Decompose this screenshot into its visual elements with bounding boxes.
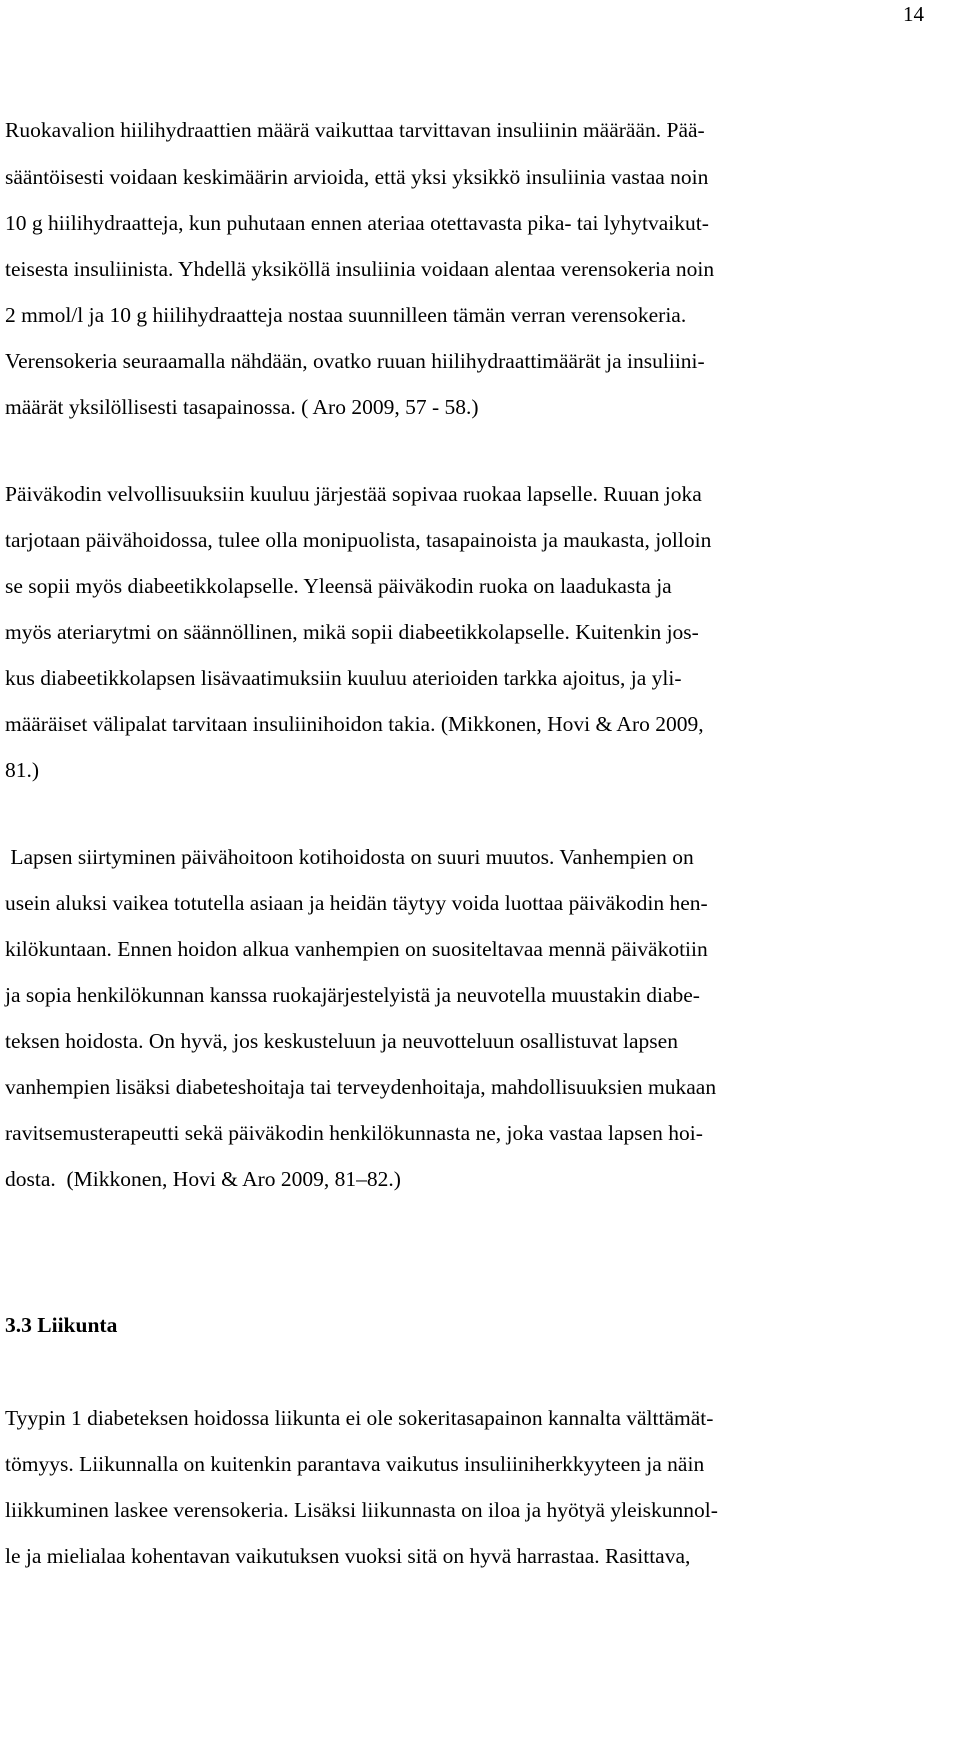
paragraph-2-line-5: kus diabeetikkolapsen lisävaatimuksiin kuuluu aterioiden tarkka ajoitus, ja yli-	[5, 666, 682, 690]
paragraph-4-line-4: le ja mielialaa kohentavan vaikutuksen vuoksi sitä on hyvä harrastaa. Rasittava,	[5, 1544, 691, 1568]
page-number: 14	[903, 2, 924, 26]
paragraph-3-line-5: teksen hoidosta. On hyvä, jos keskusteluun ja neuvotteluun osallistuvat lapsen	[5, 1029, 678, 1053]
paragraph-2-line-1: Päiväkodin velvollisuuksiin kuuluu järjestää sopivaa ruokaa lapselle. Ruuan joka	[5, 482, 702, 506]
paragraph-1-line-2: sääntöisesti voidaan keskimäärin arvioida, että yksi yksikkö insuliinia vastaa noin	[5, 165, 709, 189]
paragraph-3-line-8: dosta. (Mikkonen, Hovi & Aro 2009, 81–82.)	[5, 1167, 401, 1191]
paragraph-3-line-3: kilökuntaan. Ennen hoidon alkua vanhempien on suositeltavaa mennä päiväkotiin	[5, 937, 708, 961]
paragraph-3-line-4: ja sopia henkilökunnan kanssa ruokajärjestelyistä ja neuvotella muustakin diabe-	[5, 983, 700, 1007]
paragraph-3-line-1: Lapsen siirtyminen päivähoitoon kotihoidosta on suuri muutos. Vanhempien on	[5, 845, 694, 869]
paragraph-4-line-3: liikkuminen laskee verensokeria. Lisäksi liikunnasta on iloa ja hyötyä yleiskunnol-	[5, 1498, 718, 1522]
paragraph-3-line-6: vanhempien lisäksi diabeteshoitaja tai terveydenhoitaja, mahdollisuuksien mukaan	[5, 1075, 717, 1099]
paragraph-2-line-3: se sopii myös diabeetikkolapselle. Yleensä päiväkodin ruoka on laadukasta ja	[5, 574, 672, 598]
paragraph-2-line-6: määräiset välipalat tarvitaan insuliinihoidon takia. (Mikkonen, Hovi & Aro 2009,	[5, 712, 704, 736]
section-heading: 3.3 Liikunta	[5, 1313, 118, 1337]
paragraph-1-line-7: määrät yksilöllisesti tasapainossa. ( Aro 2009, 57 - 58.)	[5, 395, 479, 419]
paragraph-2-line-2: tarjotaan päivähoidossa, tulee olla monipuolista, tasapainoista ja maukasta, jolloin	[5, 528, 712, 552]
paragraph-4-line-1: Tyypin 1 diabeteksen hoidossa liikunta ei ole sokeritasapainon kannalta välttämät-	[5, 1406, 714, 1430]
paragraph-2-line-4: myös ateriarytmi on säännöllinen, mikä sopii diabeetikkolapselle. Kuitenkin jos-	[5, 620, 699, 644]
paragraph-3-line-7: ravitsemusterapeutti sekä päiväkodin henkilökunnasta ne, joka vastaa lapsen hoi-	[5, 1121, 703, 1145]
paragraph-1-line-6: Verensokeria seuraamalla nähdään, ovatko ruuan hiilihydraattimäärät ja insuliini-	[5, 349, 705, 373]
paragraph-4-line-2: tömyys. Liikunnalla on kuitenkin parantava vaikutus insuliiniherkkyyteen ja näin	[5, 1452, 705, 1476]
paragraph-3-line-2: usein aluksi vaikea totutella asiaan ja heidän täytyy voida luottaa päiväkodin hen-	[5, 891, 708, 915]
paragraph-1-line-4: teisesta insuliinista. Yhdellä yksiköllä insuliinia voidaan alentaa verensokeria noin	[5, 257, 715, 281]
paragraph-1-line-1: Ruokavalion hiilihydraattien määrä vaikuttaa tarvittavan insuliinin määrään. Pää-	[5, 118, 705, 142]
paragraph-1-line-3: 10 g hiilihydraatteja, kun puhutaan ennen ateriaa otettavasta pika- tai lyhytvaikut-	[5, 211, 709, 235]
paragraph-1-line-5: 2 mmol/l ja 10 g hiilihydraatteja nostaa suunnilleen tämän verran verensokeria.	[5, 303, 687, 327]
paragraph-2-line-7: 81.)	[5, 758, 40, 782]
